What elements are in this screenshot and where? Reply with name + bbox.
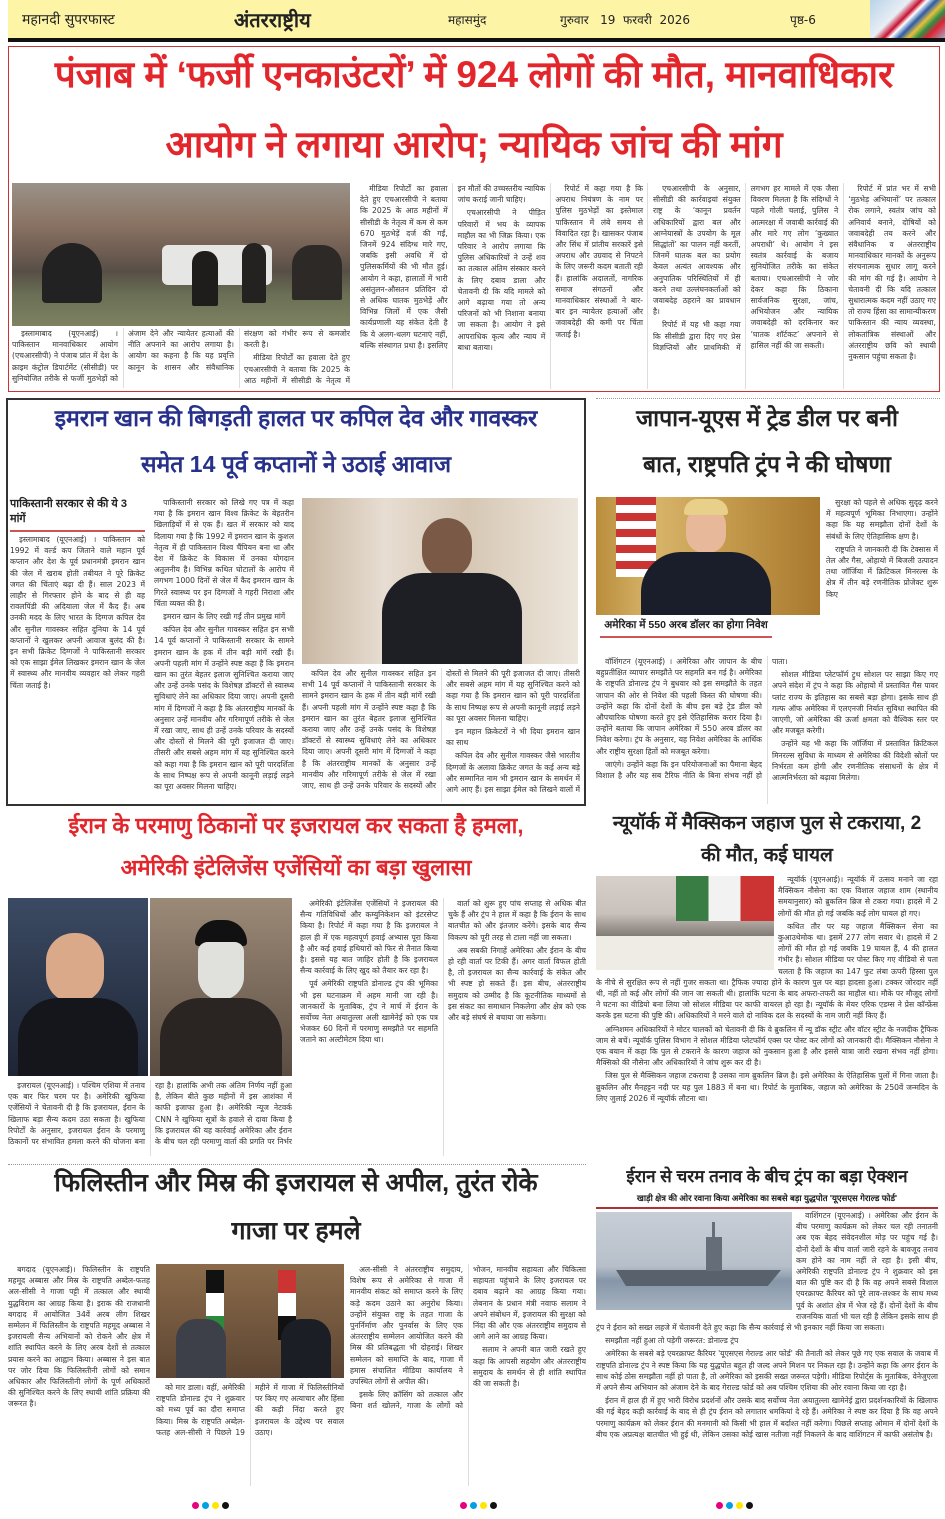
cyan-dot	[726, 1502, 733, 1509]
story-iran-body-b	[300, 898, 586, 1156]
article-paragraph: सुरक्षा को पहले से अधिक सुदृढ़ करने में महत्वपूर्ण भूमिका निभाएगा। उन्होंने कहा कि यह समझौता दोनों देशों के संबंधों के लिए ऐतिहासिक क्षण है।	[826, 498, 938, 541]
article-paragraph: रिपोर्ट में यह भी कहा गया कि सीसीडी द्वारा दिए गए प्रेस विज्ञप्तियों और प्राथमिकी में लगभग हर मामले में एक जैसा विवरण मिलता है कि संदिग्धों ने पहले गोली चलाई, पुलिस ने आत्मरक्षा में जवाबी कार्रवाई की और मारे गए लोग ‘कुख्यात अपराधी’ थे। आयोग ने इस स्वतंत्र कार्रवाई के बजाय सुनियोजित तरीके का संकेत बताया। एचआरसीपी ने जोर देकर कहा कि ठिकाना सार्वजनिक सुरक्षा, जांच, अभियोजन और न्यायिक जवाबदेही को दरकिनार कर ‘घातक शॉर्टकट’ अपनाने से हासिल नहीं की जा सकती।	[652, 184, 839, 352]
article-paragraph: इन महान क्रिकेटरों ने भी दिया इमरान खान का साथ	[446, 727, 580, 748]
article-paragraph: जिस पुल से मैक्सिकन जहाज टकराया है उसका नाम ब्रुकलिन ब्रिज है। इसे अमेरिका के ऐतिहासिक पुलों में गिना जाता है। ब्रुकलिन और मैनहट्टन नदी पर यह पुल 1883 में बना था। रिपोर्ट के मुताबिक, जहाज को अमेरिका के 250वें जन्मदिन के लिए जुलाई 2026 में न्यूयॉर्क लौटना था।	[596, 1071, 938, 1103]
article-paragraph: अमेरिका के सबसे बड़े एयरक्राफ्ट कैरियर 'यूएसएस गेराल्ड आर फोर्ड' की तैनाती को लेकर पूछे गए एक सवाल के जवाब में राष्ट्रपति डोनाल्ड ट्रंप ने स्पष्ट किया कि यह युद्धपोत बहुत ही जल्द अपने मिशन पर निकल रहा है। उन्होंने कहा कि अगर ईरान के साथ कोई ठोस समझौता नहीं हो पाता है, तो अमेरिका को इसकी सख्त जरूरत पड़ेगी। मीडिया रिपोर्ट्स के मुताबिक, वेनेजुएला में अपने सैन्य अभियान को अंजाम देने के बाद गेराल्ड फोर्ड को अब पश्चिम एशिया की ओर रवाना किया जा रहा है।	[596, 1349, 938, 1393]
subhead-ford: खाड़ी क्षेत्र की ओर रवाना किया अमेरिका का सबसे बड़ा युद्धपोत 'यूएसएस गेराल्ड फोर्ड'	[596, 1193, 938, 1209]
article-paragraph: इजरायल (यूएनआई) । पश्चिम एशिया में तनाव एक बार फिर चरम पर है। अमेरिकी खुफिया एजेंसियों ने चेतावनी दी है कि इजरायल, ईरान के खिलाफ बड़ा सैन्य कदम उठा सकता है। खुफिया रिपोर्टों के अनुसार, इजरायल ईरान के परमाणु ठिकानों पर संभावित हमला करने की योजना बना रहा है। हालांकि अभी तक अंतिम निर्णय नहीं हुआ है, लेकिन बीते कुछ महीनों में इस आशंका में काफी इजाफा हुआ है। अमेरिकी न्यूज नेटवर्क CNN ने खुफिया सूत्रों के हवाले से दावा किया है कि इजरायल की यह कार्रवाई अमेरिका और ईरान के बीच चल रही परमाणु वार्ता की प्रगति पर निर्भर	[8, 1081, 292, 1147]
story-imran-body-c	[302, 668, 580, 802]
article-paragraph: पाकिस्तानी सरकार को लिखे गए पत्र में कहा गया है कि इमरान खान विश्व क्रिकेट के बेहतरीन खिलाड़ियों में से एक हैं। खत में सरकार को याद दिलाया गया है कि 1992 में इमरान खान के कुशल नेतृत्व में ही पाकिस्तान विश्व चैंपियन बना था और देश में क्रिकेट के विकास में उनका योगदान अतुलनीय है। विभिन्न कथित घोटालों के आरोप में लगभग 1000 दिनों से जेल में कैद इमरान खान के गिरते स्वास्थ्य पर इन दिग्गजों ने गहरी निराशा और चिंता व्यक्त की है।	[154, 498, 294, 608]
article-paragraph: कथित तौर पर यह जहाज मैक्सिकन सेना का कुआउथेमोक था। इसमें 277 लोग सवार थे। हादसे में 2 लोगों की मौत हो गई जबकि 19 घायल हैं, 4 की हालत गंभीर है। सोशल मीडिया पर पोस्ट किए गए वीडियो से पता चलता है कि जहाज का 147 फुट लंबा ऊपरी हिस्सा पुल के नीचे से सुरक्षित रूप से नहीं गुजर सकता था। ट्रैफिक ज्यादा होने के कारण पुल पर बड़ा हादसा हुआ। टक्कर जोरदार नहीं थी, नहीं तो कई और लोगों की जान जा सकती थी। हालांकि घटना के बाद अफरा-तफरी का माहौल था। मौके पर मौजूद लोगों ने घटना का वीडियो बना लिया जो सोशल मीडिया पर काफी वायरल हो रहा है। न्यूयॉर्क के मेयर एरिक एडम्स ने प्रेस कॉन्फ्रेंस करके इस घटना की पुष्टि की। अधिकारियों ने मरने वाले दो नाविक दल के सदस्यों के नाम जारी नहीं किए हैं।	[596, 921, 938, 1021]
headline-japan-1: जापान-यूएस में ट्रेड डील पर बनी	[636, 405, 898, 431]
story-newyork-body	[596, 874, 938, 1156]
article-paragraph: इस्लामाबाद (यूएनआई) । पाकिस्तान को 1992 में वर्ल्ड कप जिताने वाले महान पूर्व कप्तान और देश के पूर्व प्रधानमंत्री इमरान खान की जेल में खराब होती तबीयत ने पूरे क्रिकेट जगत की चिंताएं बढ़ा दी हैं। साल 2023 में लाहौर से गिरफ्तार होने के बाद से ही वह रावलपिंडी की अदियाला जेल में कैद हैं। अब उनकी मदद के लिए भारत के दिग्गज कपिल देव और सुनील गावस्कर सहित दुनिया के 14 पूर्व कप्तानों ने खुलकर अपनी आवाज बुलंद की है। इन सभी क्रिकेट दिग्गजों ने पाकिस्तानी सरकार को एक साझा ईमेल लिखकर इमरान खान के जेल में स्वास्थ्य और मानवीय व्यवहार को लेकर गहरी चिंता जताई है।	[10, 535, 145, 690]
article-paragraph: इसके लिए क्रॉसिंग को तत्काल और बिना शर्त खोलने, गाजा के लोगों को भोजन, मानवीय सहायता और चिकित्सा सहायता पहुंचाने के लिए इजरायल पर दबाव बढ़ाने का आग्रह किया गया। लेबनान के प्रधान मंत्री नवाफ सलाम ने अपने संबोधन में, इजरायल की सुरक्षा को निंदा की और एक अंतरराष्ट्रीय समुदाय से आगे आने का आग्रह किया।	[350, 1265, 586, 1411]
article-paragraph: जाएंगे। उन्होंने कहा कि इन परियोजनाओं का पैमाना बेहद विशाल है और यह सब टैरिफ नीति के बिना संभव नहीं हो पाता।	[596, 657, 788, 781]
flags-image	[870, 0, 945, 40]
headline-gaza-1: फिलिस्तीन और मिस्र की इजरायल से अपील, तुरंत रोके	[54, 1169, 538, 1197]
story-imran-body-b	[154, 497, 294, 802]
black-dot	[490, 1502, 497, 1509]
story-ford-body	[596, 1210, 938, 1486]
headline-ford: ईरान से चरम तनाव के बीच ट्रंप का बड़ा ऐक्शन	[626, 1167, 908, 1186]
article-paragraph: इस्लामाबाद (यूएनआई) । पाकिस्तान मानवाधिकार आयोग (एचआरसीपी) ने पंजाब प्रांत में देश के क्राइम कंट्रोल डिपार्टमेंट (सीसीडी) पर सुनियोजित तरीके से फर्जी मुठभेड़ों को अंजाम देने और न्यायेतर हत्याओं की नीति अपनाने का आरोप लगाया है। आयोग का कहना है कि यह प्रवृत्ति कानून के शासन और संवैधानिक संरक्षण को गंभीर रूप से कमजोर करती है।	[12, 329, 350, 383]
black-dot	[746, 1502, 753, 1509]
article-paragraph: एचआरसीपी ने पीड़ित परिवारों में भय के व्यापक माहौल का भी जिक्र किया। एक परिवार ने आरोप लगाया कि पुलिस अधिकारियों ने उन्हें शव का तत्काल अंतिम संस्कार करने के लिए दबाव डाला और चेतावनी दी कि यदि मामले को आगे बढ़ाया गया तो अन्य परिजनों को भी निशाना बनाया जा सकता है। आयोग ने इसे आपराधिक कृत्य और न्याय में बाधा बताया।	[457, 208, 546, 352]
photo-police-encounter	[12, 183, 350, 326]
story-gaza-body-a	[156, 1382, 344, 1486]
masthead	[8, 0, 870, 38]
article-paragraph: वार्ता को शुरू हुए पांच सप्ताह से अधिक बीत चुके हैं और ट्रंप ने हाल में कहा है कि ईरान के साथ बातचीत को और इंतजार करेंगे। इसके बाद सैन्य विकल्प को पूरी तरह से टाला नहीं जा सकता।	[448, 899, 586, 942]
divider	[596, 398, 940, 399]
article-paragraph: पूर्व अमेरिकी राष्ट्रपति डोनाल्ड ट्रंप की भूमिका भी इस घटनाक्रम में अहम मानी जा रही है। जानकारों के मुताबिक, ट्रंप ने मार्च में ईरान के सर्वोच्च नेता अयातुल्ला अली खामेनेई को एक पत्र भेजकर 60 दिनों में परमाणु समझौते पर सहमति जताने का अल्टीमेटम दिया था।	[300, 979, 438, 1045]
black-dot	[222, 1502, 229, 1509]
article-paragraph: मीडिया रिपोर्टों का हवाला देते हुए एचआरसीपी ने बताया कि 2025 के आठ महीनों में सीसीडी के नेतृत्व में	[244, 353, 350, 385]
date: गुरुवार 19 फरवरी 2026	[560, 12, 690, 27]
article-paragraph: मीडिया रिपोर्टों का हवाला देते हुए एचआरसीपी ने बताया कि 2025 के आठ महीनों में सीसीडी के नेतृत्व में कम से कम 670 मुठभेड़ें दर्ज की गईं, जिनमें 924 संदिग्ध मारे गए, जबकि इसी अवधि में दो पुलिसकर्मियों की भी मौत हुई। आयोग ने कहा, हालातों में भारी असंतुलन-औसतन प्रतिदिन दो से अधिक घातक मुठभेड़ें और विभिन्न जिलों में एक जैसी कार्यप्रणाली यह संकेत देती है कि ये अलग-थलग घटनाएं नहीं, बल्कि संस्थागत प्रथा है। इसलिए इन मौतों की उच्चस्तरीय न्यायिक जांच कराई जानी चाहिए।	[360, 184, 546, 350]
photo-wrap-spacer	[596, 1210, 796, 1312]
article-paragraph: समझौता नहीं हुआ तो पड़ेगी जरूरत: डोनाल्ड ट्रंप	[605, 1336, 739, 1346]
yellow-dot	[736, 1502, 743, 1509]
article-paragraph: बगदाद (यूएनआई)। फिलिस्तीन के राष्ट्रपति महमूद अब्बास और मिस्र के राष्ट्रपति अब्देल-फतह अल-सीसी ने गाजा पट्टी में तत्काल और स्थायी युद्धविराम का आग्रह किया है। इराक की राजधानी बगदाद में आयोजित 34वें अरब लीग शिखर सम्मेलन में फिलिस्तीन के राष्ट्रपति महमूद अब्बास ने इजरायली सैन्य अभियानों को रोकने और क्षेत्र में शांति स्थापित करने के लिए अरब देशों से तत्काल प्रयास करने का आह्वान किया। अब्बास ने इस बात पर जोर दिया कि फिलिस्तीनी लोगों को समान अधिकार और फिलिस्तीनी लोगों के पूर्ण अधिकारों की सुनिश्चित करने के लिए स्थायी शांति प्रक्रिया की जरूरत है।	[8, 1265, 150, 1409]
headline-gaza-2: गाजा पर हमले	[231, 1217, 361, 1245]
article-paragraph: एचआरसीपी के अनुसार, सीसीडी की कार्रवाइयां संयुक्त राष्ट्र के ‘कानून प्रवर्तन अधिकारियों द्वारा बल और आग्नेयास्त्रों के उपयोग के मूल सिद्धांतों’ का पालन नहीं करतीं, जिनमें घातक बल का प्रयोग केवल अत्यंत आवश्यक और अनुपातिक परिस्थितियों में ही करने तथा उल्लंघनकर्ताओं को जवाबदेह ठहराने का प्रावधान है।	[652, 184, 741, 317]
article-paragraph: इमरान खान के लिए रखी गईं तीन प्रमुख मांगें	[163, 612, 286, 622]
magenta-dot	[192, 1502, 199, 1509]
side-heading-demands: पाकिस्तानी सरकार से की ये 3 मांगें	[10, 497, 145, 532]
story-gaza-body-left	[8, 1264, 150, 1486]
article-paragraph: सलाम ने अपनी बात जारी रखते हुए कहा कि आपसी सहयोग और अंतरराष्ट्रीय समुदाय के समर्थन से ही शांति स्थापित की जा सकती है।	[473, 1345, 586, 1389]
photo-wrap-spacer	[596, 874, 778, 972]
photo-caption-japan: अमेरिका में 550 अरब डॉलर का होगा निवेश	[600, 618, 772, 638]
article-paragraph: अल-सीसी ने अंतरराष्ट्रीय समुदाय, विशेष रूप से अमेरिका से गाजा में मानवीय संकट को समाप्त करने के लिए कड़े कदम उठाने का अनुरोध किया। उन्होंने संयुक्त राष्ट्र के तहत गाजा के पुनर्निर्माण और पुनर्वास के लिए एक अंतरराष्ट्रीय सम्मेलन आयोजित करने की मिस्र की प्रतिबद्धता भी दोहराई। शिखर सम्मेलन को समाप्ति के बाद, गाजा में हमास संचालित मीडिया कार्यालय ने उपस्थित लोगों से अपील की।	[350, 1265, 463, 1387]
city: महासमुंद	[448, 12, 487, 27]
magenta-dot	[460, 1502, 467, 1509]
story-iran-body-a	[8, 1080, 292, 1156]
article-paragraph: कपिल देव और सुनील गावस्कर सहित इन सभी 14 पूर्व कप्तानों ने पाकिस्तानी सरकार के सामने इमरान खान के हक में तीन बड़ी मांगें रखी हैं। अपनी पहली मांग में उन्होंने स्पष्ट कहा है कि इमरान खान का तुरंत बेहतर इलाज सुनिश्चित कराया जाए और उन्हें उनके पसंद के विशेषज्ञ डॉक्टरों से स्वास्थ्य सुविधाएं लेने का अधिकार दिया जाए। अपनी दूसरी मांग में दिग्गजों ने कहा है कि अंतरराष्ट्रीय मानकों के अनुसार उन्हें मानवीय और गरिमापूर्ण तरीके से जेल में रखा जाए, साथ ही उन्हें उनके परिवार के सदस्यों और दोस्तों से मिलने की पूरी इजाजत दी जाए। तीसरी और सबसे अहम मांग में यह सुनिश्चित करने को कहा गया है कि इमरान खान को पूरी पारदर्शिता के साथ निष्पक्ष रूप से अपनी कानूनी लड़ाई लड़ने का पूरा अवसर मिलना चाहिए।	[154, 625, 294, 792]
article-paragraph: रिपोर्ट में कहा गया है कि अपराध नियंत्रण के नाम पर पुलिस मुठभेड़ों का इस्तेमाल पाकिस्तान में लंबे समय से विवादित रहा है। खासकर पंजाब और सिंध में प्रांतीय सरकारें इसे अपराध और उग्रवाद से निपटने के लिए जरूरी कदम बताती रही हैं। हालांकि अदालतों, नागरिक समाज संगठनों और मानवाधिकार संस्थाओं ने बार-बार इन न्यायेतर हत्याओं और जवाबदेही की कमी पर चिंता जताई है।	[555, 184, 643, 339]
section-name: अंतरराष्ट्रीय	[234, 7, 311, 32]
article-paragraph: अग्निशमन अधिकारियों ने मोटर चालकों को चेतावनी दी कि वे ब्रुकलिन में न्यू डॉक स्ट्रीट और वॉटर स्ट्रीट के नजदीक ट्रैफिक जाम से बचें। न्यूयॉर्क पुलिस विभाग ने सोशल मीडिया प्लेटफॉर्म एक्स पर पोस्ट कर लोगों को जानकारी दी। मैक्सिकन नौसेना ने एक बयान में कहा कि पुल से टकराने के कारण जहाज को नुकसान हुआ है और इससे यात्रा जारी रखना संभव नहीं होगा। मैक्सिको की नौसेना और अधिकारियों ने जांच शुरू कर दी है।	[596, 1024, 938, 1068]
article-paragraph: न्यूयॉर्क (यूएनआई)। न्यूयॉर्क में उत्सव मनाने जा रहा मैक्सिकन नौसेना का एक विशाल जहाज शाम (स्थानीय समयानुसार) को ब्रुकलिन ब्रिज से टकरा गया। हादसे में 2 लोगों की मौत हो गई जबकि कई लोग घायल हो गए।	[778, 875, 938, 918]
headline-iran-1: ईरान के परमाणु ठिकानों पर इजरायल कर सकता है हमला,	[68, 813, 524, 838]
headline-punjab-2: आयोग ने लगाया आरोप; न्यायिक जांच की मांग	[165, 124, 783, 165]
article-paragraph: राष्ट्रपति ने जानकारी दी कि टेक्सास में तेल और गैस, ओहायो में बिजली उत्पादन तथा जॉर्जिया में क्रिटिकल मिनरल्स के क्षेत्र में तीन बड़े रणनीतिक प्रोजेक्ट शुरू किए	[826, 544, 938, 599]
photo-netanyahu	[8, 898, 148, 1076]
headline-iran-2: अमेरिकी इंटेलिजेंस एजेंसियों का बड़ा खुलासा	[120, 855, 472, 880]
article-paragraph: अब सबकी निगाहें अमेरिका और ईरान के बीच हो रही वार्ता पर टिकी हैं। अगर वार्ता विफल होती है, तो इजरायल का सैन्य कार्रवाई के संकेत और भी स्पष्ट हो सकते हैं। इस बीच, अंतरराष्ट्रीय समुदाय को उम्मीद है कि कूटनीतिक माध्यमों से इस संकट का समाधान निकलेगा और क्षेत्र को एक और बड़े संघर्ष से बचाया जा सकेगा।	[448, 945, 586, 1023]
cyan-dot	[202, 1502, 209, 1509]
print-registration-marks	[0, 1490, 945, 1519]
story-gaza-body-b	[350, 1264, 586, 1486]
article-paragraph: अमेरिकी इंटेलिजेंस एजेंसियों ने इजरायल की सैन्य गतिविधियों और कम्युनिकेशन को इंटरसेप्ट किया है। रिपोर्ट में कहा गया है कि इजरायल ने हाल ही में एक महत्वपूर्ण हवाई अभ्यास पूरा किया है और कई हवाई हथियारों को फिर से तैनात किया है। इससे यह बात जाहिर होती है कि इजरायल सैन्य कार्रवाई के लिए खुद को तैयार कर रहा है।	[300, 899, 438, 976]
header-rule	[8, 38, 945, 42]
page-number: पृष्ठ-6	[790, 12, 816, 27]
headline-imran-1: इमरान खान की बिगड़ती हालत पर कपिल देव और गावस्कर	[54, 405, 538, 431]
article-paragraph: ईरान में हाल ही में हुए भारी विरोध प्रदर्शनों और उसके बाद सर्वोच्च नेता अयातुल्ला खामेनेई द्वारा प्रदर्शनकारियों के खिलाफ की गई बेहद कड़ी कार्रवाई के बाद से ही ट्रंप ईरान को लगातार धमकियां दे रहे हैं। अमेरिका ने स्पष्ट कर दिया है कि वह अपने परमाणु कार्यक्रम को लेकर ईरान की मनमानी को किसी भी हाल में बर्दाश्त नहीं करेगा। पिछले सप्ताह ओमान में दोनों देशों के बीच एक अप्रत्यक्ष बातचीत भी हुई थी, लेकिन उसका कोई खास नतीजा नहीं निकलने के बाद वाशिंगटन में काफी असंतोष है।	[596, 1396, 938, 1439]
article-paragraph: कपिल देव और सुनील गावस्कर सहित इन सभी 14 पूर्व कप्तानों ने पाकिस्तानी सरकार के सामने इमरान खान के हक में तीन बड़ी मांगें रखी हैं। अपनी पहली मांग में उन्होंने स्पष्ट कहा है कि इमरान खान का तुरंत बेहतर इलाज सुनिश्चित कराया जाए और उन्हें उनके पसंद के विशेषज्ञ डॉक्टरों से स्वास्थ्य सुविधाएं लेने का अधिकार दिया जाए। अपनी दूसरी मांग में दिग्गजों ने कहा है कि अंतरराष्ट्रीय मानकों के अनुसार उन्हें मानवीय और गरिमापूर्ण तरीके से जेल में रखा जाए, साथ ही उन्हें उनके परिवार के सदस्यों और दोस्तों से मिलने की पूरी इजाजत दी जाए। तीसरी और सबसे अहम मांग में यह सुनिश्चित करने को कहा गया है कि इमरान खान को पूरी पारदर्शिता के साथ निष्पक्ष रूप से अपनी कानूनी लड़ाई लड़ने का पूरा अवसर मिलना चाहिए।	[302, 669, 580, 791]
article-paragraph: रिपोर्ट में प्रांत भर में सभी ‘मुठभेड़ अभियानों’ पर तत्काल रोक लगाने, स्वतंत्र जांच को अनिवार्य बनाने, दोषियों को जवाबदेही तय करने और संवैधानिक व अंतरराष्ट्रीय मानवाधिकार मानकों के अनुरूप संरचनात्मक सुधार लागू करने की मांग की गई है। आयोग ने चेतावनी दी कि यदि तत्काल सुधारात्मक कदम नहीं उठाए गए तो राज्य हिंसा का सामान्यीकरण पाकिस्तान की न्याय व्यवस्था, लोकतांत्रिक संस्थाओं और अंतरराष्ट्रीय छवि को स्थायी नुकसान पहुंचा सकता है।	[848, 184, 936, 362]
article-paragraph: कपिल देव और सुनील गावस्कर जैसे भारतीय दिग्गजों के अलावा क्रिकेट जगत के कई अन्य बड़े और सम्मानित नाम भी इमरान खान के समर्थन में आगे आए हैं। इस साझा ईमेल को लिखने वालों में	[446, 751, 580, 795]
story-japan-body	[596, 656, 938, 804]
photo-abbas-sisi	[156, 1264, 344, 1378]
photo-khamenei	[150, 898, 292, 1076]
article-paragraph: सोशल मीडिया प्लेटफॉर्म ट्रुथ सोशल पर साझा किए गए अपने संदेश में ट्रंप ने कहा कि ओहायो में प्रस्तावित गैस पावर प्लांट राज्य के इतिहास का सबसे बड़ा होगा। इसके साथ ही गल्फ ऑफ अमेरिका में एलएनजी निर्यात सुविधा स्थापित की जाएगी, जो अमेरिका की ऊर्जा क्षमता को वैश्विक स्तर पर और मजबूत करेगी।	[772, 670, 938, 736]
headline-newyork-2: की मौत, कई घायल	[701, 845, 833, 866]
story-imran-body-a	[10, 534, 145, 802]
headline-newyork-1: न्यूयॉर्क में मैक्सिकन जहाज पुल से टकराया, 2	[612, 813, 922, 834]
divider	[8, 1164, 586, 1165]
magenta-dot	[716, 1502, 723, 1509]
article-paragraph: उन्होंने यह भी कहा कि जॉर्जिया में प्रस्तावित क्रिटिकल मिनरल्स सुविधा के माध्यम से अमेरिका की विदेशी स्रोतों पर निर्भरता कम होगी और रणनीतिक संसाधनों के क्षेत्र में आत्मनिर्भरता को बढ़ावा मिलेगा।	[772, 739, 938, 783]
article-paragraph: वॉशिंगटन (यूएनआई) । अमेरिका और जापान के बीच बहुप्रतीक्षित व्यापार समझौते पर सहमति बन गई है। अमेरिका के राष्ट्रपति डोनाल्ड ट्रंप ने बुधवार को इस समझौते के तहत जापान की ओर से निवेश की पहली किस्त की घोषणा की। उन्होंने कहा कि दोनों देशों के बीच इस बड़े ट्रेड डील को औपचारिक घोषणा करते हुए इसे ऐतिहासिक करार दिया है। उन्होंने बताया कि जापान अमेरिका में 550 अरब डॉलर का निवेश करेगा। ट्रंप के अनुसार, यह निवेश अमेरिका के आर्थिक और राष्ट्रीय सुरक्षा हितों को मजबूत करेगा।	[596, 657, 762, 756]
headline-japan-2: बात, राष्ट्रपति ट्रंप ने की घोषणा	[643, 451, 891, 477]
photo-imran-khan	[302, 498, 578, 664]
article-paragraph: वाशिंगटन (यूएनआई) । अमेरिका और ईरान के बीच परमाणु कार्यक्रम को लेकर चल रही तनातनी अब एक बेहद संवेदनशील मोड़ पर पहुंच गई है। दोनों देशों के बीच वार्ता जारी रहने के बावजूद तनाव कम होने का नाम नहीं ले रहा है। इसी बीच, अमेरिकी राष्ट्रपति डोनाल्ड ट्रंप ने शुक्रवार को इस बात की पुष्टि कर दी है कि वह अपने सबसे विशाल एयरक्राफ्ट कैरियर को पूरे लाव-लश्कर के साथ मध्य पूर्व के अशांत क्षेत्र में भेज रहे हैं। दोनों देशों के बीच राजनयिक वार्ता भी चल रही है लेकिन इसके साथ ही ट्रंप ने ईरान को सख्त लहजे में चेतावनी देते हुए कहा कि सैन्य कार्रवाई से भी इनकार नहीं किया जा सकता।	[596, 1211, 938, 1333]
photo-trump	[596, 497, 820, 615]
story-japan-body-right	[826, 497, 938, 615]
yellow-dot	[212, 1502, 219, 1509]
story-punjab-body-a	[12, 328, 350, 388]
yellow-dot	[480, 1502, 487, 1509]
story-punjab-body-b	[360, 183, 936, 389]
cyan-dot	[470, 1502, 477, 1509]
headline-punjab-1: पंजाब में ‘फर्जी एनकाउंटरों’ में 924 लोगों की मौत, मानवाधिकार	[54, 54, 894, 95]
headline-imran-2: समेत 14 पूर्व कप्तानों ने उठाई आवाज	[140, 451, 452, 477]
article-paragraph: को मार डाला। वहीं, अमेरिकी राष्ट्रपति डोनाल्ड ट्रंप ने शुक्रवार को मध्य पूर्व का दौरा समाप्त किया। मिस्र के राष्ट्रपति अब्देल-फतह अल-सीसी ने पिछले 19 महीने में गाजा में फिलिस्तीनियों पर किए गए अत्याचार और हिंसा की कड़ी निंदा करते हुए इजरायल के उद्देश्य पर सवाल उठाए।	[156, 1383, 344, 1437]
paper-name: महानदी सुपरफास्ट	[22, 11, 115, 28]
